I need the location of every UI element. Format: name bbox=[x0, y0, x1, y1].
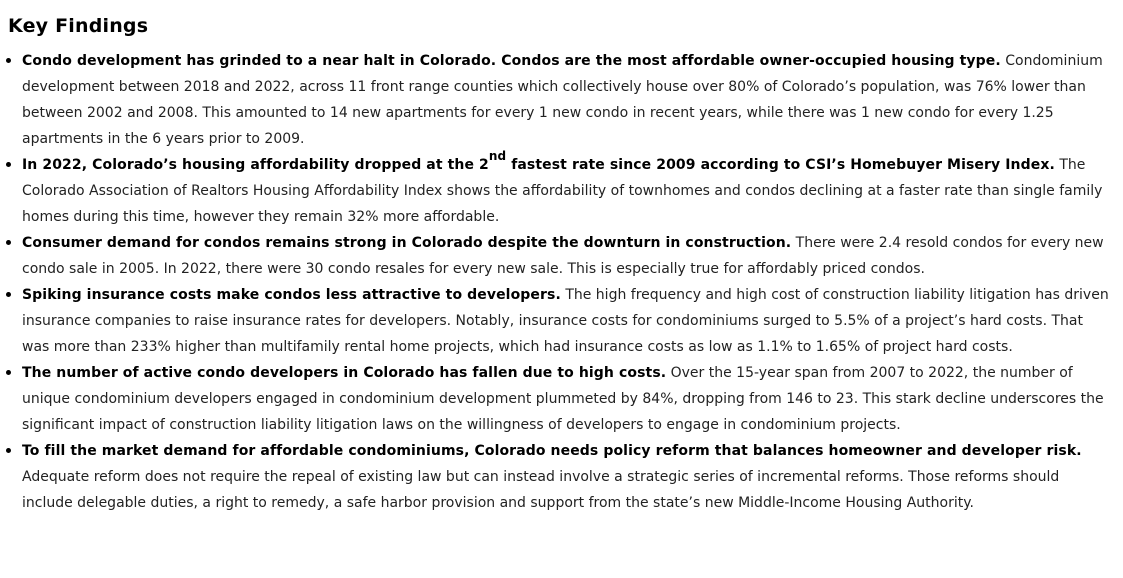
finding-body: Over the 15-year span from 2007 to 2022, the number of unique condominium developers engaged in condominium development plummeted by 84%, dropping from 146 to 23. This stark decline underscores the significant impact of construction liability litigation laws on the willingness of developers to engage in condominium projects. bbox=[22, 365, 1104, 433]
finding-lead bbox=[22, 149, 1055, 173]
finding-lead: To fill the market demand for affordable condominiums, Colorado needs policy reform that balances homeowner and developer risk. bbox=[22, 443, 1082, 459]
finding-body: There were 2.4 resold condos for every new condo sale in 2005. In 2022, there were 30 condo resales for every new sale. This is especially true for affordably priced condos. bbox=[22, 235, 1104, 277]
key-findings-list bbox=[0, 48, 1110, 516]
list-item bbox=[22, 149, 1110, 230]
finding-lead: The number of active condo developers in Colorado has fallen due to high costs. bbox=[22, 365, 667, 381]
finding-lead: Consumer demand for condos remains strong in Colorado despite the downturn in construction. bbox=[22, 235, 792, 251]
ordinal-superscript: nd bbox=[488, 149, 507, 164]
finding-body: Adequate reform does not require the repeal of existing law but can instead involve a strategic series of incremental reforms. Those reforms should include delegable duties, a right to remedy, a safe harbor provision and support from the state’s new Middle-Income Housing Authority. bbox=[22, 469, 1060, 511]
finding-lead-post: fastest rate since 2009 according to CSI’s Homebuyer Misery Index. bbox=[506, 157, 1055, 173]
list-item bbox=[22, 230, 1110, 282]
finding-body: Condominium development between 2018 and 2022, across 11 front range counties which collectively house over 80% of Colorado’s population, was 76% lower than between 2002 and 2008. This amounted to 14 new apartments for every 1 new condo in recent years, while there was 1 new condo for every 1.25 apartments in the 6 years prior to 2009. bbox=[22, 53, 1103, 147]
finding-lead: Spiking insurance costs make condos less attractive to developers. bbox=[22, 287, 561, 303]
list-item bbox=[22, 360, 1110, 438]
finding-body: The high frequency and high cost of construction liability litigation has driven insurance companies to raise insurance rates for developers. Notably, insurance costs for condominiums surged to 5.5% of a project’s hard costs. That was more than 233% higher than multifamily rental home projects, which had insurance costs as low as 1.1% to 1.65% of project hard costs. bbox=[22, 287, 1109, 355]
list-item bbox=[22, 438, 1110, 516]
finding-lead: Condo development has grinded to a near halt in Colorado. Condos are the most affordable owner-occupied housing type. bbox=[22, 53, 1001, 69]
page-title: Key Findings bbox=[8, 15, 149, 37]
finding-lead-pre: In 2022, Colorado’s housing affordability dropped at the 2 bbox=[22, 157, 489, 173]
list-item bbox=[22, 48, 1110, 152]
finding-body: The Colorado Association of Realtors Housing Affordability Index shows the affordability of townhomes and condos declining at a faster rate than single family homes during this time, however they remain 32% more affordable. bbox=[22, 157, 1103, 225]
list-item bbox=[22, 282, 1110, 360]
